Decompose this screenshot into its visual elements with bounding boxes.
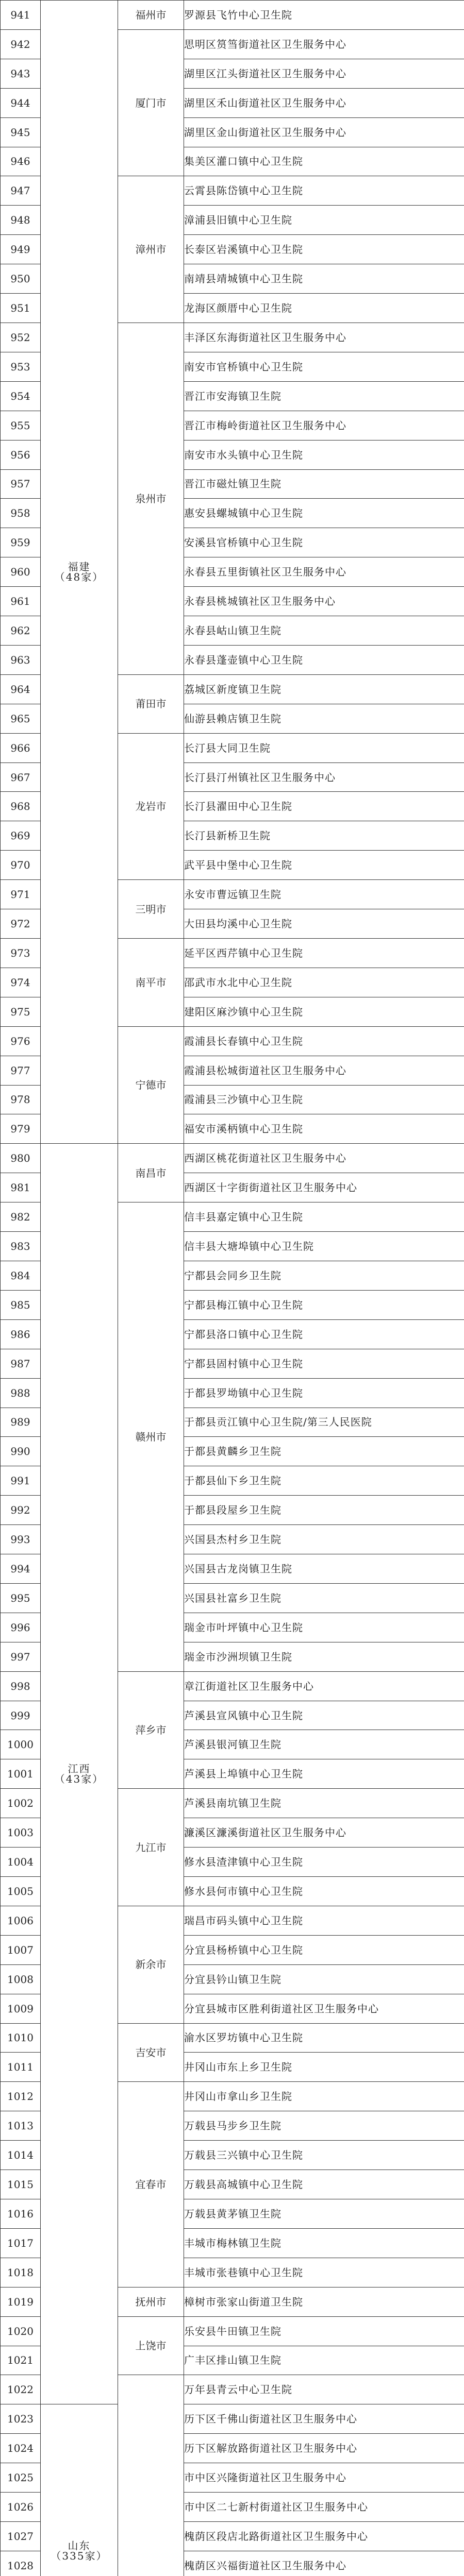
institution-name: 永春县蓬壶镇中心卫生院 [184,645,464,674]
row-number: 979 [1,1114,41,1144]
row-number: 1026 [1,2493,41,2522]
institution-name: 延平区西芹镇中心卫生院 [184,939,464,968]
row-number: 956 [1,440,41,469]
row-number: 973 [1,939,41,968]
row-number: 964 [1,674,41,704]
institution-name: 于都县段屋乡卫生院 [184,1496,464,1525]
institution-name: 霞浦县长春镇中心卫生院 [184,1026,464,1056]
row-number: 1018 [1,2258,41,2287]
row-number: 1010 [1,2023,41,2053]
row-number: 953 [1,352,41,381]
institution-name: 井冈山市东上乡卫生院 [184,2053,464,2082]
row-number: 995 [1,1583,41,1613]
institution-name: 云霄县陈岱镇中心卫生院 [184,176,464,206]
institution-name: 晋江市磁灶镇卫生院 [184,469,464,499]
institution-name: 集美区灌口镇中心卫生院 [184,147,464,176]
institution-name: 芦溪县银河镇卫生院 [184,1730,464,1759]
table-row [1,1,464,30]
institution-name: 瑞金市叶坪镇中心卫生院 [184,1613,464,1642]
city-cell: 莆田市 [118,674,184,733]
row-number: 1007 [1,1935,41,1964]
row-number: 1003 [1,1818,41,1848]
row-number: 986 [1,1319,41,1349]
row-number: 990 [1,1437,41,1466]
institution-name: 信丰县嘉定镇中心卫生院 [184,1202,464,1232]
institution-name: 修水县何市镇中心卫生院 [184,1877,464,1906]
institution-name: 修水县渣津镇中心卫生院 [184,1848,464,1877]
row-number: 969 [1,821,41,851]
row-number: 960 [1,557,41,587]
row-number: 997 [1,1642,41,1671]
row-number: 945 [1,117,41,147]
institution-name: 渝水区罗坊镇中心卫生院 [184,2023,464,2053]
institution-name: 晋江市梅岭街道社区卫生服务中心 [184,411,464,440]
row-number: 968 [1,792,41,821]
institution-name: 长汀县濯田中心卫生院 [184,792,464,821]
row-number: 1025 [1,2463,41,2493]
city-cell: 南平市 [118,939,184,1027]
row-number: 1002 [1,1789,41,1818]
institution-name: 信丰县大塘埠镇中心卫生院 [184,1232,464,1261]
institution-name: 丰城市梅林镇卫生院 [184,2228,464,2258]
institution-name: 南安市水头镇中心卫生院 [184,440,464,469]
city-cell: 抚州市 [118,2287,184,2316]
institution-name: 丰城市张巷镇中心卫生院 [184,2258,464,2287]
institution-name: 西湖区桃花街道社区卫生服务中心 [184,1144,464,1173]
city-cell: 泉州市 [118,323,184,674]
institution-name: 大田县均溪中心卫生院 [184,909,464,939]
row-number: 950 [1,264,41,294]
row-number: 965 [1,704,41,733]
row-number: 963 [1,645,41,674]
row-number: 983 [1,1232,41,1261]
row-number: 1027 [1,2521,41,2551]
row-number: 952 [1,323,41,352]
row-number: 955 [1,411,41,440]
row-number: 975 [1,997,41,1026]
institution-name: 丰泽区东海街道社区卫生服务中心 [184,323,464,352]
institution-name: 万载县黄茅镇卫生院 [184,2199,464,2228]
institution-name: 于都县罗坳镇中心卫生院 [184,1378,464,1408]
institution-name: 广丰区排山镇卫生院 [184,2346,464,2375]
city-cell: 漳州市 [118,176,184,323]
row-number: 1009 [1,1994,41,2023]
institution-name: 万载县三兴镇中心卫生院 [184,2141,464,2170]
city-cell: 宁德市 [118,1026,184,1144]
institution-name: 兴国县杰村乡卫生院 [184,1525,464,1554]
row-number: 996 [1,1613,41,1642]
province-cell: 山东 （335家） [41,2404,118,2576]
institution-name: 万载县马步乡卫生院 [184,2111,464,2141]
row-number: 1015 [1,2170,41,2199]
row-number: 991 [1,1466,41,1496]
row-number: 941 [1,1,41,30]
institution-name: 瑞昌市码头镇中心卫生院 [184,1906,464,1935]
institution-name: 章江街道社区卫生服务中心 [184,1671,464,1701]
institution-name: 罗源县飞竹中心卫生院 [184,1,464,30]
row-number: 951 [1,294,41,323]
institution-name: 南靖县靖城镇中心卫生院 [184,264,464,294]
institution-name: 瑞金市沙洲坝镇卫生院 [184,1642,464,1671]
row-number: 1014 [1,2141,41,2170]
institution-name: 分宜县杨桥镇中心卫生院 [184,1935,464,1964]
institution-name: 分宜县城市区胜利街道社区卫生服务中心 [184,1994,464,2023]
table-row [1,1144,464,1173]
row-number: 959 [1,528,41,557]
row-number: 943 [1,59,41,88]
row-number: 978 [1,1085,41,1114]
institution-name: 长汀县大同卫生院 [184,733,464,762]
row-number: 999 [1,1701,41,1730]
institution-name: 安溪县官桥镇中心卫生院 [184,528,464,557]
row-number: 944 [1,88,41,117]
institution-name: 长泰区岩溪镇中心卫生院 [184,235,464,264]
row-number: 984 [1,1261,41,1290]
institution-name: 建阳区麻沙镇中心卫生院 [184,997,464,1026]
row-number: 1022 [1,2375,41,2404]
province-cell: 江西 （43家） [41,1144,118,2404]
institution-name: 永春县桃城镇社区卫生服务中心 [184,587,464,616]
city-cell: 南昌市 [118,1144,184,1202]
city-cell [118,2375,184,2576]
institution-name: 市中区兴隆街道社区卫生服务中心 [184,2463,464,2493]
institution-name: 兴国县古龙岗镇卫生院 [184,1554,464,1584]
institution-name: 漳浦县旧镇中心卫生院 [184,206,464,235]
institution-name: 宁都县固村镇中心卫生院 [184,1349,464,1378]
row-number: 967 [1,762,41,792]
city-cell: 三明市 [118,880,184,939]
row-number: 1012 [1,2082,41,2111]
row-number: 981 [1,1173,41,1202]
row-number: 994 [1,1554,41,1584]
row-number: 958 [1,499,41,528]
row-number: 970 [1,851,41,880]
institution-name: 于都县贡江镇中心卫生院/第三人民医院 [184,1408,464,1437]
row-number: 1001 [1,1759,41,1789]
institution-name: 思明区筼筜街道社区卫生服务中心 [184,29,464,59]
institution-name: 湖里区禾山街道社区卫生服务中心 [184,88,464,117]
city-cell: 上饶市 [118,2316,184,2375]
institution-name: 龙海区颜厝中心卫生院 [184,294,464,323]
institution-name: 永春县五里街镇社区卫生服务中心 [184,557,464,587]
row-number: 942 [1,29,41,59]
row-number: 977 [1,1056,41,1085]
row-number: 961 [1,587,41,616]
institution-name: 槐荫区段店北路街道社区卫生服务中心 [184,2521,464,2551]
row-number: 966 [1,733,41,762]
institution-name: 槐荫区兴福街道社区卫生服务中心 [184,2551,464,2576]
row-number: 1006 [1,1906,41,1935]
row-number: 962 [1,616,41,646]
row-number: 1008 [1,1964,41,1994]
institution-name: 历下区解放路街道社区卫生服务中心 [184,2434,464,2463]
institution-name: 于都县黄麟乡卫生院 [184,1437,464,1466]
city-cell: 福州市 [118,1,184,30]
row-number: 949 [1,235,41,264]
row-number: 947 [1,176,41,206]
city-cell: 萍乡市 [118,1671,184,1789]
row-number: 980 [1,1144,41,1173]
row-number: 992 [1,1496,41,1525]
row-number: 1005 [1,1877,41,1906]
institution-name: 南安市官桥镇中心卫生院 [184,352,464,381]
row-number: 1028 [1,2551,41,2576]
institution-name: 分宜县钤山镇卫生院 [184,1964,464,1994]
row-number: 1020 [1,2316,41,2346]
row-number: 1024 [1,2434,41,2463]
city-cell: 吉安市 [118,2023,184,2082]
institution-name: 市中区二七新村街道社区卫生服务中心 [184,2493,464,2522]
row-number: 972 [1,909,41,939]
institution-name: 万年县青云中心卫生院 [184,2375,464,2404]
row-number: 989 [1,1408,41,1437]
institution-name: 井冈山市拿山乡卫生院 [184,2082,464,2111]
institution-name: 荔城区新度镇卫生院 [184,674,464,704]
institution-name: 历下区千佛山街道社区卫生服务中心 [184,2404,464,2434]
row-number: 1019 [1,2287,41,2316]
row-number: 971 [1,880,41,909]
city-cell: 龙岩市 [118,733,184,880]
city-cell: 宜春市 [118,2082,184,2287]
institution-name: 湖里区江头街道社区卫生服务中心 [184,59,464,88]
row-number: 985 [1,1290,41,1319]
institution-name: 西湖区十字街街道社区卫生服务中心 [184,1173,464,1202]
row-number: 1000 [1,1730,41,1759]
row-number: 1011 [1,2053,41,2082]
city-cell: 九江市 [118,1789,184,1906]
row-number: 948 [1,206,41,235]
institution-name: 永春县岵山镇卫生院 [184,616,464,646]
row-number: 1004 [1,1848,41,1877]
institution-name: 长汀县新桥卫生院 [184,821,464,851]
institution-name: 霞浦县松城街道社区卫生服务中心 [184,1056,464,1085]
institution-name: 福安市溪柄镇中心卫生院 [184,1114,464,1144]
institution-name: 惠安县螺城镇中心卫生院 [184,499,464,528]
row-number: 1016 [1,2199,41,2228]
row-number: 988 [1,1378,41,1408]
row-number: 1017 [1,2228,41,2258]
row-number: 1023 [1,2404,41,2434]
row-number: 946 [1,147,41,176]
institution-name: 晋江市安海镇卫生院 [184,381,464,411]
institution-name: 宁都县会同乡卫生院 [184,1261,464,1290]
row-number: 993 [1,1525,41,1554]
row-number: 974 [1,968,41,997]
row-number: 976 [1,1026,41,1056]
institution-name: 万载县高城镇中心卫生院 [184,2170,464,2199]
table-row [1,2404,464,2434]
institution-name: 永安市曹远镇卫生院 [184,880,464,909]
institution-name: 武平县中堡中心卫生院 [184,851,464,880]
institution-name: 樟树市张家山街道卫生院 [184,2287,464,2316]
row-number: 1013 [1,2111,41,2141]
institution-name: 兴国县社富乡卫生院 [184,1583,464,1613]
institution-name: 芦溪县宣风镇中心卫生院 [184,1701,464,1730]
row-number: 1021 [1,2346,41,2375]
row-number: 954 [1,381,41,411]
row-number: 957 [1,469,41,499]
institution-name: 宁都县梅江镇中心卫生院 [184,1290,464,1319]
institution-name: 濂溪区濂溪街道社区卫生服务中心 [184,1818,464,1848]
row-number: 982 [1,1202,41,1232]
institution-name: 湖里区金山街道社区卫生服务中心 [184,117,464,147]
row-number: 998 [1,1671,41,1701]
institution-name: 芦溪县南坑镇卫生院 [184,1789,464,1818]
institution-name: 仙游县赖店镇卫生院 [184,704,464,733]
row-number: 987 [1,1349,41,1378]
city-cell: 厦门市 [118,29,184,176]
institution-name: 霞浦县三沙镇中心卫生院 [184,1085,464,1114]
city-cell: 新余市 [118,1906,184,2023]
institution-name: 邵武市水北中心卫生院 [184,968,464,997]
province-cell: 福建 （48家） [41,1,118,1144]
city-cell: 赣州市 [118,1202,184,1672]
institution-name: 乐安县牛田镇卫生院 [184,2316,464,2346]
table-body [1,1,464,2576]
institution-name: 芦溪县上埠镇中心卫生院 [184,1759,464,1789]
institution-name: 宁都县洛口镇中心卫生院 [184,1319,464,1349]
institution-name: 于都县仙下乡卫生院 [184,1466,464,1496]
institution-name: 长汀县汀州镇社区卫生服务中心 [184,762,464,792]
